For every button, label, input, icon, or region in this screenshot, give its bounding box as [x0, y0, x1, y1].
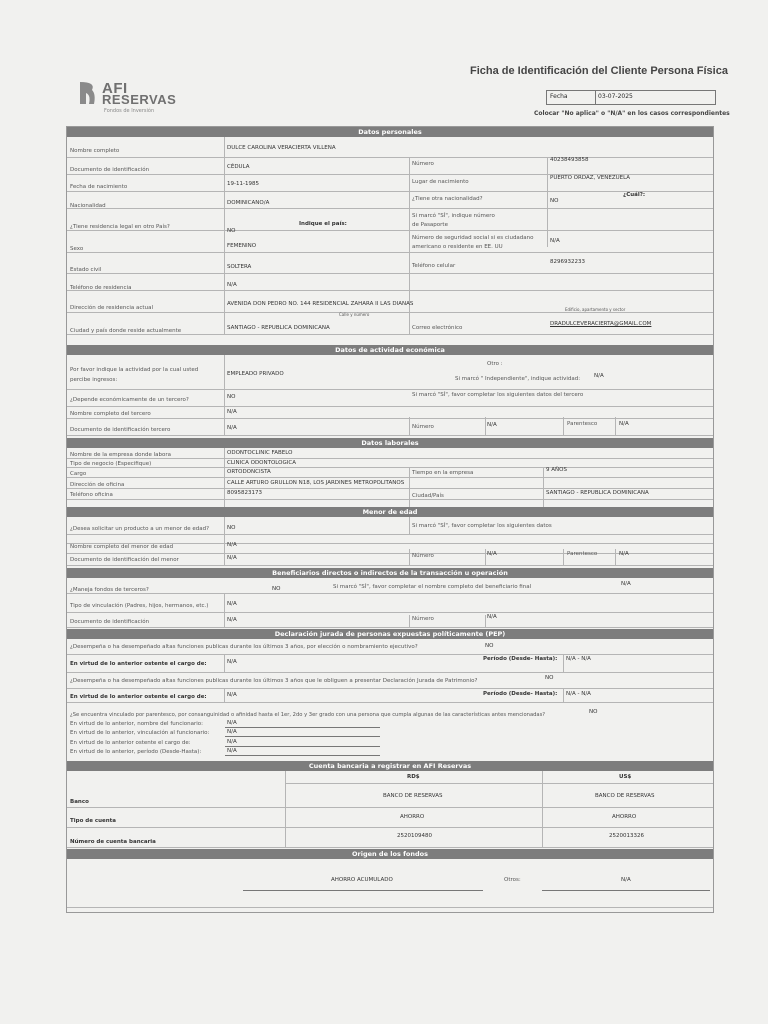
banco-us-value[interactable]: BANCO DE RESERVAS	[595, 793, 655, 799]
logo-line2: RESERVAS	[102, 92, 177, 107]
depende-label: ¿Depende económicamente de un tercero?	[70, 397, 189, 403]
si-completar-tercero-label: Si marcó "SÍ", favor completar los siguientes datos del tercero	[412, 392, 584, 398]
menor-doc-label: Documento de identificación del menor	[70, 557, 179, 563]
vinculacion-label: Tipo de vinculación (Padres, hijos, hermanos, etc.)	[70, 603, 209, 609]
empresa-label: Nombre de la empresa donde labora	[70, 452, 171, 458]
pep-q2: ¿Desempeña o ha desempeñado altas funciones publicas durante los últimos 3 años que le obliguen a presentar Declaración Jurada de Patrimonio?	[70, 678, 478, 684]
pep-q1: ¿Desempeña o ha desempeñado altas funciones publicas durante los últimos 3 años, por elección o nombramiento ejecutivo?	[70, 644, 418, 650]
menor-numero-value[interactable]: N/A	[487, 551, 497, 557]
nacionalidad-value[interactable]: DOMINICANO/A	[227, 200, 270, 206]
actividad-label-2: percibe ingresos:	[70, 377, 118, 383]
ss-label-1: Número de seguridad social si es ciudadano	[412, 235, 534, 241]
ciudad-label: Ciudad y país donde reside actualmente	[70, 328, 182, 334]
logo-mark-icon	[78, 80, 98, 106]
tiempo-label: Tiempo en la empresa	[412, 470, 474, 476]
indique-pais-label: Indique el país:	[299, 221, 347, 227]
doc-tercero-value[interactable]: N/A	[227, 425, 237, 431]
section-personal: Datos personales	[67, 127, 713, 137]
pep-f3-value[interactable]: N/A	[227, 739, 237, 745]
ss-label-2: americano o residente en EE. UU	[412, 244, 503, 250]
section-laborales: Datos laborales	[67, 438, 713, 448]
correo-label: Correo electrónico	[412, 325, 463, 331]
instruction-note: Colocar "No aplica" o "N/A" en los casos correspondientes	[534, 110, 730, 117]
actividad-value[interactable]: EMPLEADO PRIVADO	[227, 371, 284, 377]
cual-label: ¿Cuál?:	[623, 192, 646, 198]
sexo-label: Sexo	[70, 246, 84, 252]
pep-periodo2-label: Período (Desde- Hasta):	[483, 691, 558, 697]
pep-a3[interactable]: NO	[589, 709, 598, 715]
residencia-label: ¿Tiene residencia legal en otro País?	[70, 224, 170, 230]
ss-value[interactable]: N/A	[550, 238, 560, 244]
pep-periodo2-value[interactable]: N/A - N/A	[566, 691, 591, 697]
pep-f4-value[interactable]: N/A	[227, 748, 237, 754]
edificio-note: Edificio, apartamento y sector	[565, 307, 626, 312]
pasaporte-label-2: de Pasaporte	[412, 222, 448, 228]
empresa-value[interactable]: ODONTOCLINIC FABELO	[227, 450, 293, 456]
tel-oficina-label: Teléfono oficina	[70, 492, 113, 498]
dir-value[interactable]: AVENIDA DON PEDRO NO. 144 RESIDENCIAL ZAHARA II LAS DIANAS	[227, 301, 414, 307]
section-pep: Declaración jurada de personas expuestas políticamente (PEP)	[67, 629, 713, 639]
menor-numero-label: Número	[412, 553, 434, 559]
negocio-value[interactable]: CLINICA ODONTOLOGICA	[227, 460, 296, 466]
nac-label: Fecha de nacimiento	[70, 184, 128, 190]
actividad-label-1: Por favor indique la actividad por la cual usted	[70, 367, 199, 373]
numero-tercero-value[interactable]: N/A	[487, 422, 497, 428]
ciudad-value[interactable]: SANTIAGO - REPUBLICA DOMINICANA	[227, 325, 330, 331]
section-origen: Origen de los fondos	[67, 849, 713, 859]
parentesco-tercero-label: Parentesco	[567, 421, 598, 427]
num-us-value[interactable]: 2520013326	[609, 833, 644, 839]
banco-label: Banco	[70, 799, 89, 805]
correo-value[interactable]: DRADULCEVERACIERTA@GMAIL.COM	[550, 321, 652, 327]
pep-cargo2-value[interactable]: N/A	[227, 692, 237, 698]
form-title: Ficha de Identificación del Cliente Persona Física	[470, 65, 728, 77]
menor-nombre-label: Nombre completo del menor de edad	[70, 544, 174, 550]
dir-label: Dirección de residencia actual	[70, 305, 153, 311]
otros-label: Otros:	[504, 877, 521, 883]
afi-reservas-logo	[78, 80, 188, 120]
menor-parentesco-label: Parentesco	[567, 551, 598, 557]
tercero-label: Nombre completo del tercero	[70, 411, 151, 417]
fecha-label: Fecha	[550, 93, 568, 100]
cargo-value[interactable]: ORTODONCISTA	[227, 469, 271, 475]
menor-desea-label: ¿Desea solicitar un producto a un menor de edad?	[70, 526, 209, 532]
calle-note: Calle y número	[339, 312, 370, 317]
pep-periodo1-label: Período (Desde- Hasta):	[483, 656, 558, 662]
num-cuenta-label: Número de cuenta bancaria	[70, 839, 156, 845]
numero-tercero-label: Número	[412, 424, 434, 430]
banco-rd-value[interactable]: BANCO DE RESERVAS	[383, 793, 443, 799]
pep-f3-label: En virtud de lo anterior ostente el cargo de:	[70, 740, 191, 746]
menor-doc-value[interactable]: N/A	[227, 555, 237, 561]
celular-label: Teléfono celular	[412, 263, 456, 269]
logo-line1: AFI	[102, 80, 128, 97]
benef-numero-value[interactable]: N/A	[487, 614, 497, 620]
menor-si-label: Si marcó "SÍ", favor completar los siguientes datos	[412, 523, 552, 529]
client-form	[66, 126, 714, 913]
celular-value[interactable]: 8296932233	[550, 259, 585, 265]
nacionalidad-label: Nacionalidad	[70, 203, 106, 209]
logo-tagline: Fondos de Inversión	[104, 108, 155, 114]
pep-a1[interactable]: NO	[485, 643, 494, 649]
fecha-box	[546, 90, 716, 105]
tipo-rd-value[interactable]: AHORRO	[400, 814, 425, 820]
civil-label: Estado civil	[70, 267, 102, 273]
ciudad-oficina-label: Ciudad/País	[412, 493, 444, 499]
pep-f1-label: En virtud de lo anterior, nombre del funcionario:	[70, 721, 204, 727]
beneficiario-si-value[interactable]: N/A	[621, 581, 631, 587]
pep-cargo2-label: En virtud de lo anterior ostente el cargo de:	[70, 694, 207, 700]
pep-a2[interactable]: NO	[545, 675, 554, 681]
otra-nac-label: ¿Tiene otra nacionalidad?	[412, 196, 483, 202]
menor-desea-value[interactable]: NO	[227, 525, 236, 531]
maneja-fondos-value[interactable]: NO	[272, 586, 281, 592]
telres-label: Teléfono de residencia	[70, 285, 132, 291]
vinculacion-value[interactable]: N/A	[227, 601, 237, 607]
nombre-label: Nombre completo	[70, 148, 120, 154]
nac-value[interactable]: 19-11-1985	[227, 181, 259, 187]
lugar-value[interactable]: PUERTO ORDAZ, VENEZUELA	[550, 175, 631, 181]
dir-oficina-value[interactable]: CALLE ARTURO GRULLON N18, LOS JARDINES METROPOLITANOS	[227, 480, 405, 486]
otra-nac-value[interactable]: NO	[550, 198, 559, 204]
nombre-value[interactable]: DULCE CAROLINA VERACIERTA VILLENA	[227, 145, 336, 151]
pep-f4-label: En virtud de lo anterior, período (Desde-Hasta):	[70, 749, 202, 755]
tipo-cuenta-label: Tipo de cuenta	[70, 818, 117, 824]
maneja-fondos-label: ¿Maneja fondos de terceros?	[70, 587, 149, 593]
lugar-label: Lugar de nacimiento	[412, 179, 469, 185]
tipo-us-value[interactable]: AHORRO	[612, 814, 637, 820]
pep-f2-value[interactable]: N/A	[227, 729, 237, 735]
tiempo-value[interactable]: 9 AÑOS	[546, 467, 567, 473]
pasaporte-label-1: Si marcó "SÍ", indique número	[412, 213, 495, 219]
ciudad-oficina-value[interactable]: SANTIAGO - REPUBLICA DOMINICANA	[546, 490, 649, 496]
pep-cargo1-value[interactable]: N/A	[227, 659, 237, 665]
negocio-label: Tipo de negocio (Especifique)	[70, 461, 152, 467]
civil-value[interactable]: SOLTERA	[227, 264, 252, 270]
parentesco-tercero-value[interactable]: N/A	[619, 421, 629, 427]
telres-value[interactable]: N/A	[227, 282, 237, 288]
independiente-value[interactable]: N/A	[594, 373, 604, 379]
residencia-value[interactable]: NO	[227, 228, 236, 234]
otro-label: Otro :	[487, 361, 503, 367]
origen-value[interactable]: AHORRO ACUMULADO	[331, 877, 393, 883]
doc-value[interactable]: CÉDULA	[227, 164, 250, 170]
benef-doc-value[interactable]: N/A	[227, 617, 237, 623]
pep-q3: ¿Se encuentra vinculado por parentesco, por consanguinidad o afinidad hasta el 1er, 2do y 3er grado con una persona que cumpla algunas de las características antes mencionadas?	[70, 712, 546, 718]
depende-value[interactable]: NO	[227, 394, 236, 400]
doc-tercero-label: Documento de identificación tercero	[70, 427, 171, 433]
menor-nombre-value[interactable]: N/A	[227, 542, 237, 548]
pep-cargo1-label: En virtud de lo anterior ostente el cargo de:	[70, 661, 207, 667]
tel-oficina-value[interactable]: 8095823173	[227, 490, 262, 496]
cargo-label: Cargo	[70, 471, 87, 477]
section-actividad: Datos de actividad económica	[67, 345, 713, 355]
col-us: US$	[619, 774, 632, 780]
otros-value[interactable]: N/A	[621, 877, 631, 883]
benef-numero-label: Número	[412, 616, 434, 622]
pep-f1-value[interactable]: N/A	[227, 720, 237, 726]
col-rd: RD$	[407, 774, 420, 780]
section-beneficiarios: Beneficiarios directos o indirectos de la transacción u operación	[67, 568, 713, 578]
beneficiario-si-label: Si marcó "SÍ", favor completar el nombre completo del beneficiario final	[333, 584, 532, 590]
fecha-value[interactable]: 03-07-2025	[598, 93, 633, 100]
sexo-value[interactable]: FEMENINO	[227, 243, 257, 249]
benef-doc-label: Documento de identificación	[70, 619, 150, 625]
pep-f2-label: En virtud de lo anterior, vinculación al funcionario:	[70, 730, 210, 736]
num-rd-value[interactable]: 2520109480	[397, 833, 432, 839]
tercero-value[interactable]: N/A	[227, 409, 237, 415]
pep-periodo1-value[interactable]: N/A - N/A	[566, 656, 591, 662]
dir-oficina-label: Dirección de oficina	[70, 482, 125, 488]
independiente-label: Si marcó " Independiente", indique actividad:	[455, 376, 581, 382]
numero-value[interactable]: 40238493858	[550, 157, 589, 163]
numero-label: Número	[412, 161, 434, 167]
section-cuenta: Cuenta bancaria a registrar en AFI Reservas	[67, 761, 713, 771]
doc-label: Documento de identificación	[70, 167, 150, 173]
menor-parentesco-value[interactable]: N/A	[619, 551, 629, 557]
section-menor: Menor de edad	[67, 507, 713, 517]
